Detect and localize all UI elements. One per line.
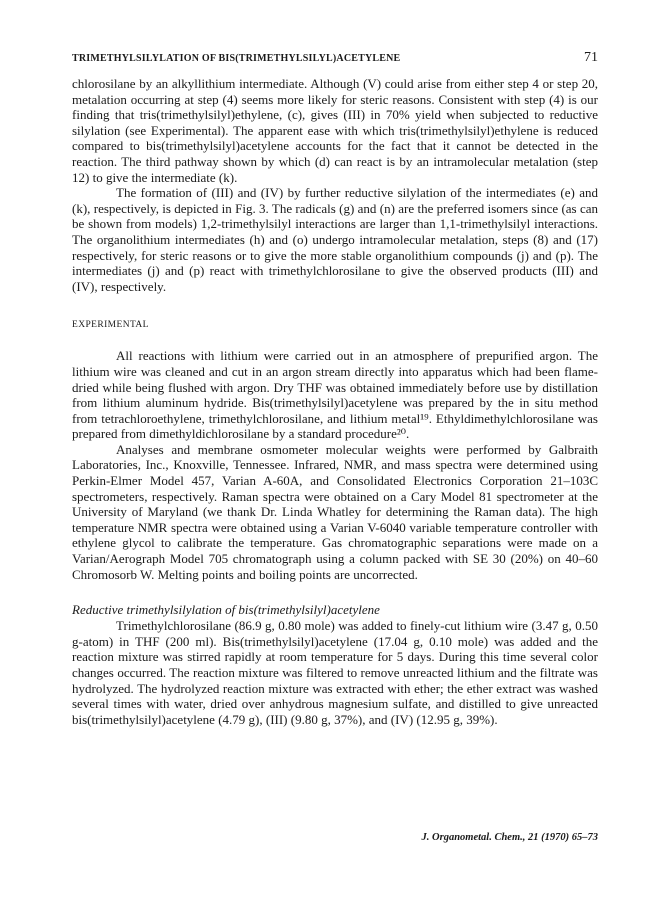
- paragraph-continuation: chlorosilane by an alkyllithium intermediate. Although (V) could arise from either step 4 or step 20, metalation occurring at step (4) seems more likely for steric reasons. Consistent with step (4) is our finding that tris(trimethylsilyl)ethylene, (c), gives (III) in 70% yield when subjected to reductive silylation (see Experimental). The apparent ease with which tris(trimethylsilyl)ethylene is reduced compared to bis(trimethylsilyl)acetylene accounts for the fact that it cannot be detected in the reaction. The third pathway shown by which (d) can react is by an intramolecular metalation (step 12) to give the intermediate (k).: [72, 76, 598, 185]
- paragraph-formation: The formation of (III) and (IV) by further reductive silylation of the intermediates (e) and (k), respectively, is depicted in Fig. 3. The radicals (g) and (n) are the preferred isomers since (as can be shown from models) 1,2-trimethylsilyl interactions are larger than 1,1-trimethylsilyl interactions. The organolithium intermediates (h) and (o) undergo intramolecular metalation, steps (8) and (17) respectively, for steric reasons or to give the more stable organolithium compounds (j) and (p). The intermediates (j) and (p) react with trimethylchlorosilane to give the observed products (III) and (IV), respectively.: [72, 185, 598, 294]
- running-title: TRIMETHYLSILYLATION OF BIS(TRIMETHYLSILYL)ACETYLENE: [72, 52, 401, 64]
- paragraph-procedure: Trimethylchlorosilane (86.9 g, 0.80 mole) was added to finely-cut lithium wire (3.47 g, 0.50 g-atom) in THF (200 ml). Bis(trimethylsilyl)acetylene (17.04 g, 0.10 mole) was added and the reaction mixture was stirred rapidly at room temperature for 5 days. During this time several color changes occurred. The reaction mixture was filtered to remove unreacted lithium and the filtrate was hydrolyzed. The hydrolyzed reaction mixture was extracted with ether; the ether extract was washed several times with water, dried over anhydrous magnesium sulfate, and distilled to give unreacted bis(trimethylsilyl)acetylene (4.79 g), (III) (9.80 g, 37%), and (IV) (12.95 g, 39%).: [72, 618, 598, 727]
- subsection-heading: Reductive trimethylsilylation of bis(trimethylsilyl)acetylene: [72, 602, 380, 618]
- page-number: 71: [584, 50, 598, 65]
- paragraph-analyses: Analyses and membrane osmometer molecular weights were performed by Galbraith Laboratories, Inc., Knoxville, Tennessee. Infrared, NMR, and mass spectra were determined using Perkin-Elmer Model 457, Varian A-60A, and Consolidated Electronics Corporation 21–103C spectrometers, respectively. Raman spectra were obtained on a Cary Model 81 spectrometer at the University of Maryland (we thank Dr. Linda Whatley for determining the Raman data). The high temperature NMR spectra were obtained using a Varian V-6040 variable temperature controller with ethylene glycol to calibrate the temperature. Gas chromatographic separations were made on a Varian/Aerograph Model 705 chromatograph using a column packed with SE 30 (20%) on 40–60 Chromosorb W. Melting points and boiling points are uncorrected.: [72, 441, 598, 582]
- running-header: [72, 48, 598, 68]
- article-body: [72, 76, 598, 727]
- section-heading-experimental: EXPERIMENTAL: [72, 320, 149, 331]
- journal-citation: J. Organometal. Chem., 21 (1970) 65–73: [421, 832, 598, 843]
- paragraph-lithium-reactions: All reactions with lithium were carried out in an atmosphere of prepurified argon. The lithium wire was cleaned and cut in an argon stream directly into apparatus which had been flame-dried while being flushed with argon. Dry THF was obtained immediately before use by distillation from lithium aluminum hydride. Bis(trimethylsilyl)acetylene was prepared by the in situ method from tetrachloroethylene, trimethylchlorosilane, and lithium metal¹⁹. Ethyldimethylchlorosilane was prepared from dimethyldichlorosilane by a standard procedure²⁰.: [72, 348, 598, 442]
